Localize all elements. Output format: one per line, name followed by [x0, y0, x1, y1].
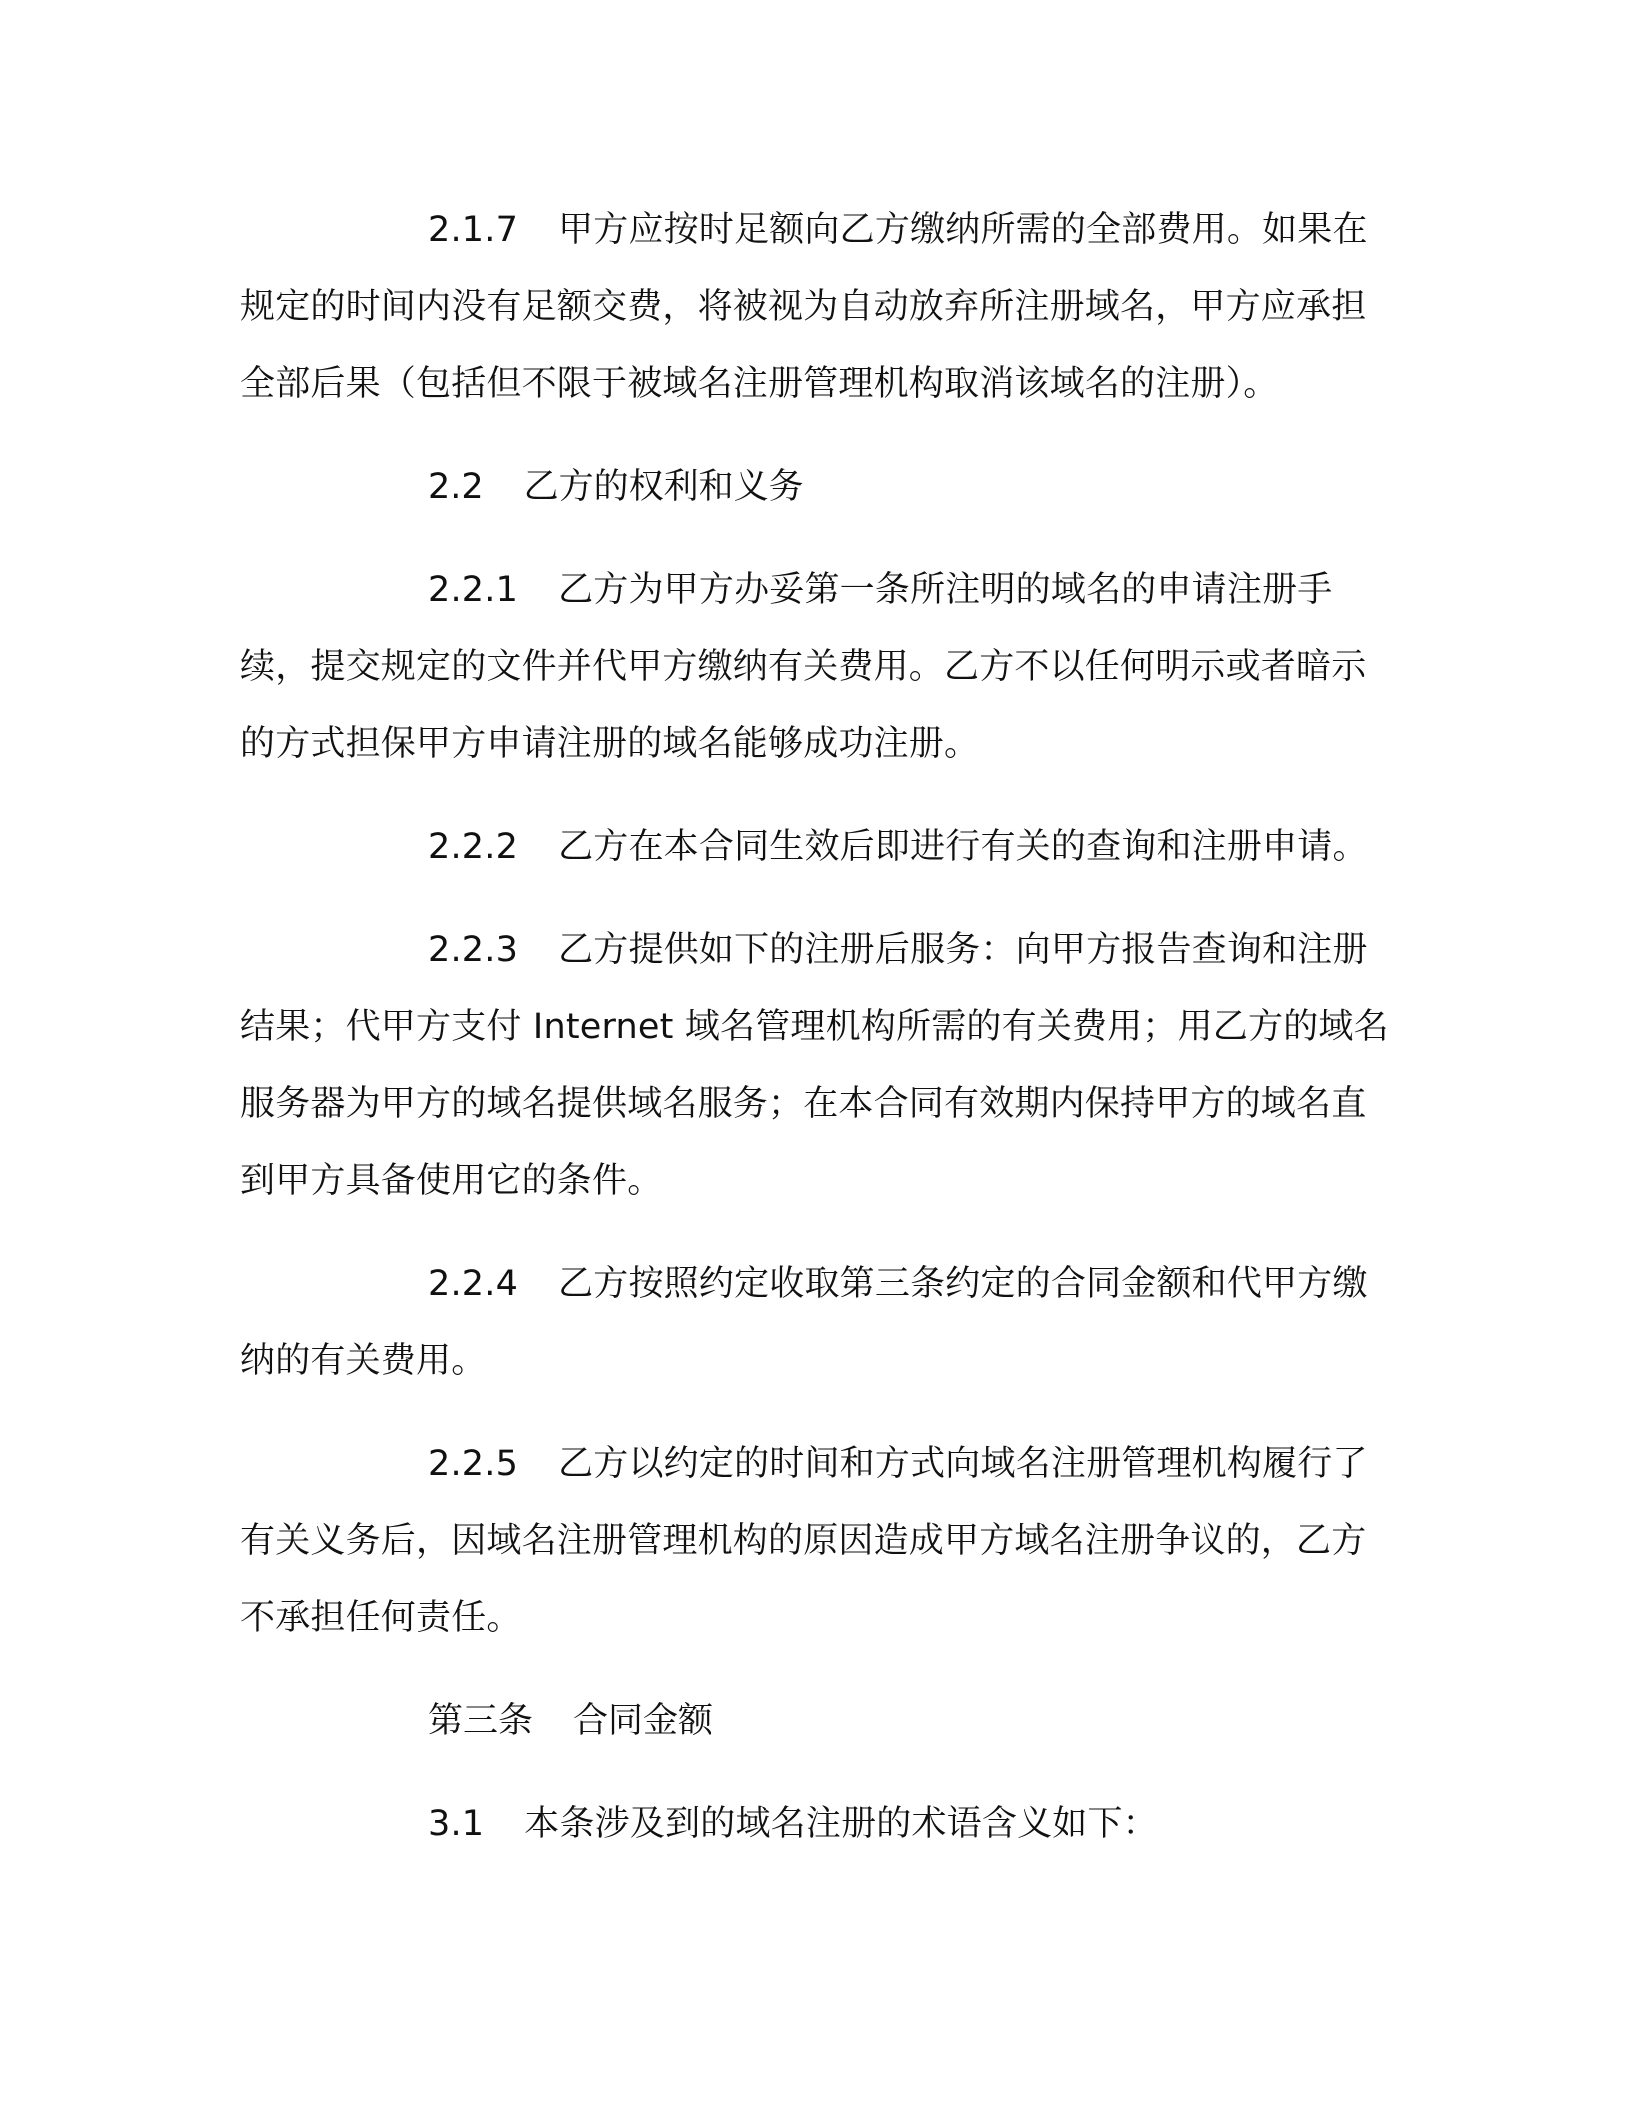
- clause-2-2-4: [240, 1246, 1390, 1400]
- article-number: 第三条: [428, 1701, 534, 1741]
- clause-2-2-1: [240, 552, 1390, 783]
- clause-2-2-3: [240, 912, 1390, 1220]
- article-title: 合同金额: [573, 1701, 714, 1741]
- clause-text: 乙方为甲方办妥第一条所注明的域名的申请注册手续，提交规定的文件并代甲方缴纳有关费用。乙方不以任何明示或者暗示的方式担保甲方申请注册的域名能够成功注册。: [240, 570, 1367, 764]
- clause-text: 乙方以约定的时间和方式向域名注册管理机构履行了有关义务后，因域名注册管理机构的原因造成甲方域名注册争议的，乙方不承担任何责任。: [240, 1444, 1368, 1638]
- clause-number: 2.1.7: [428, 210, 519, 250]
- clause-2-2-5: [240, 1426, 1390, 1657]
- section-number: 2.2: [428, 467, 484, 507]
- clause-number: 2.2.2: [428, 827, 519, 867]
- article-heading-3: [240, 1683, 1390, 1760]
- clause-text: 甲方应按时足额向乙方缴纳所需的全部费用。如果在规定的时间内没有足额交费，将被视为自动放弃所注册域名，甲方应承担全部后果（包括但不限于被域名注册管理机构取消该域名的注册）。: [240, 210, 1368, 404]
- clause-3-1: [240, 1786, 1390, 1863]
- clause-text: 乙方在本合同生效后即进行有关的查询和注册申请。: [558, 827, 1368, 867]
- clause-2-2-2: [240, 809, 1390, 886]
- clause-2-1-7: [240, 192, 1390, 423]
- clause-number: 2.2.3: [428, 930, 519, 970]
- clause-text: 乙方按照约定收取第三条约定的合同金额和代甲方缴纳的有关费用。: [240, 1264, 1368, 1381]
- section-title: 乙方的权利和义务: [523, 467, 804, 507]
- clause-number: 3.1: [428, 1804, 485, 1844]
- clause-text: 乙方提供如下的注册后服务：向甲方报告查询和注册结果；代甲方支付 Internet 域名管理机构所需的有关费用；用乙方的域名服务器为甲方的域名提供域名服务；在本合同有效期内保持甲方的域名直到甲方具备使用它的条件。: [240, 930, 1389, 1201]
- clause-number: 2.2.5: [428, 1444, 519, 1484]
- clause-text: 本条涉及到的域名注册的术语含义如下：: [524, 1804, 1158, 1844]
- document-body: [240, 192, 1390, 1889]
- clause-number: 2.2.4: [428, 1264, 519, 1304]
- section-heading-2-2: [240, 449, 1390, 526]
- clause-number: 2.2.1: [428, 570, 519, 610]
